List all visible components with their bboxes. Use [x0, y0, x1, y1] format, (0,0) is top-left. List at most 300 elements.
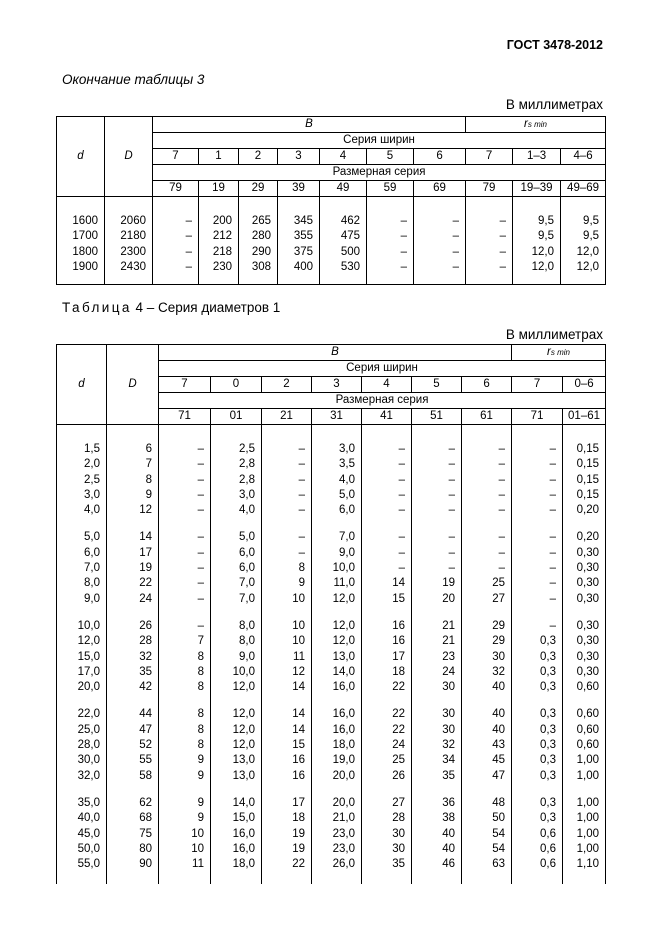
table-cell-value: 55,0 [77, 858, 100, 871]
table-cell-value: 0,15 [576, 458, 600, 471]
table-cell-value: 35 [139, 665, 152, 678]
table-cell-value: 0,30 [576, 577, 600, 590]
table-cell-value: 6,0 [239, 546, 255, 559]
table-cell-value: 0,3 [540, 739, 557, 752]
table-cell-value: 0,15 [576, 488, 600, 501]
table-cell-value: 3,0 [84, 488, 100, 501]
table-cell-value: 4,0 [239, 504, 255, 517]
table3-width-series-cell: 4 [320, 149, 367, 165]
table-cell-value: 308 [251, 260, 271, 273]
table-cell-value: 9 [145, 488, 152, 501]
table-cell-value: 44 [139, 708, 152, 721]
table-cell-value: – [499, 260, 507, 273]
table-cell-value: – [448, 458, 455, 471]
table3-width-series-cell: 3 [278, 149, 320, 165]
table-cell-value: 40,0 [77, 812, 100, 825]
table-cell-value: 3,0 [339, 443, 355, 455]
table4-data-column [211, 425, 262, 521]
table-cell-value: 8,0 [239, 619, 255, 632]
table4-data-column [362, 425, 412, 521]
table-cell-value: 1,00 [576, 827, 600, 840]
table4-data-column [57, 609, 107, 697]
table4-dim-series-cell: 61 [462, 409, 512, 425]
table-cell-value: 10,0 [77, 619, 100, 632]
table3-data-column [320, 197, 367, 285]
table-cell-value: 7 [145, 458, 152, 471]
table-cell-value: 375 [293, 245, 313, 258]
table-cell-value: 355 [293, 230, 313, 243]
table-cell-value: 6,0 [339, 504, 355, 517]
table-cell-value: 290 [251, 245, 271, 258]
table3-width-series-cell: 7 [153, 149, 199, 165]
table-cell-value: 17 [139, 546, 152, 559]
table-cell-value: 212 [212, 230, 232, 243]
table4-dim-series-cell: 21 [262, 409, 312, 425]
table4-data-column [262, 697, 312, 785]
table-cell-value: 12 [292, 665, 305, 678]
table-cell-value: – [197, 546, 204, 559]
table-cell-value: – [298, 473, 305, 486]
table3-dim-series-label: Размерная серия [153, 165, 606, 181]
table4-data-column [412, 786, 462, 884]
table-cell-value: – [398, 546, 405, 559]
table4-data-column [262, 609, 312, 697]
table-cell-value: 19,0 [332, 754, 355, 767]
table-cell-value: 0,20 [576, 504, 600, 517]
table-cell-value: 10 [191, 842, 204, 855]
table4-data-column [512, 520, 563, 608]
table-cell-value: – [448, 546, 455, 559]
table-cell-value: 40 [492, 723, 506, 736]
table-cell-value: – [452, 230, 460, 243]
table3-data-column [239, 197, 278, 285]
table-cell-value: 0,3 [540, 665, 557, 678]
table-cell-value: – [549, 473, 557, 486]
table-cell-value: 21 [442, 619, 455, 632]
table-cell-value: – [398, 443, 405, 455]
table-cell-value: 218 [212, 245, 232, 258]
table-cell-value: 10 [292, 619, 305, 632]
table4-width-series-cell: 7 [159, 377, 211, 393]
table-cell-value: 68 [139, 812, 152, 825]
table-cell-value: 8 [145, 473, 152, 486]
table4-data-column [512, 609, 563, 697]
table4-units: В миллиметрах [505, 327, 603, 342]
table-cell-value: 13,0 [232, 769, 255, 782]
table-cell-value: 15,0 [232, 812, 255, 825]
table-cell-value: 0,30 [576, 546, 600, 559]
table-cell-value: 5,0 [339, 488, 355, 501]
table4-data-column [159, 697, 211, 785]
table-cell-value: 12 [139, 504, 152, 517]
table-cell-value: 21 [442, 635, 455, 648]
table4-width-series-cell: 7 [512, 377, 563, 393]
table-cell-value: 22 [392, 708, 405, 721]
table3-data-column [153, 197, 199, 285]
table-cell-value: – [498, 504, 506, 517]
table-cell-value: 16 [392, 619, 405, 632]
table-cell-value: 62 [139, 796, 152, 809]
table-cell-value: – [448, 562, 455, 575]
table-cell-value: 80 [139, 842, 152, 855]
table3-head-D: D [105, 117, 153, 197]
table-cell-value: – [452, 245, 460, 258]
table-cell-value: 12,0 [576, 245, 600, 258]
table-cell-value: – [452, 260, 460, 273]
table3-width-series-cell: 6 [414, 149, 466, 165]
table-cell-value: 230 [212, 260, 232, 273]
table-cell-value: 9,0 [84, 592, 100, 605]
table4-width-series-cell: 0 [211, 377, 262, 393]
table-cell-value: 16 [292, 754, 305, 767]
table-cell-value: – [298, 488, 305, 501]
table-cell-value: – [185, 260, 192, 273]
table3-data-column [513, 197, 561, 285]
table3-dim-series-cell: 19 [199, 181, 239, 197]
table-cell-value: 18 [392, 665, 405, 678]
table-cell-value: 29 [492, 619, 506, 632]
table-cell-value: 11 [293, 650, 305, 663]
table-cell-value: – [549, 592, 557, 605]
table4-data-column [412, 609, 462, 697]
table-cell-value: 15 [292, 739, 305, 752]
table-cell-value: 16,0 [332, 723, 355, 736]
table-cell-value: 23,0 [332, 842, 355, 855]
table4-data-column [107, 520, 159, 608]
table-cell-value: – [298, 531, 305, 544]
table4-width-series-cell: 6 [462, 377, 512, 393]
table-cell-value: 9 [298, 577, 305, 590]
table4-data-column [563, 425, 606, 521]
table-cell-value: 0,60 [576, 681, 600, 694]
table3-width-series-cell: 5 [367, 149, 414, 165]
table-cell-value: 9,5 [538, 230, 555, 243]
table4-head-B: B [159, 345, 512, 361]
table-cell-value: – [185, 245, 192, 258]
table-cell-value: 200 [212, 215, 232, 227]
table-cell-value: 23 [442, 650, 455, 663]
table4-data-column [362, 697, 412, 785]
table3-width-series-cell: 2 [239, 149, 278, 165]
table4-head-rs: rs min [512, 345, 606, 361]
table3-dim-series-cell: 49–69 [561, 181, 606, 197]
document-standard-number: ГОСТ 3478-2012 [506, 38, 603, 52]
table4-width-series-cell: 4 [362, 377, 412, 393]
table-cell-value: 0,3 [540, 681, 557, 694]
table-cell-value: 2300 [120, 245, 146, 258]
table-cell-value: 3,0 [239, 488, 255, 501]
table3-dim-series-cell: 29 [239, 181, 278, 197]
table-cell-value: 15,0 [77, 650, 100, 663]
table-cell-value: 14,0 [232, 796, 255, 809]
table-cell-value: 26 [139, 619, 152, 632]
table-cell-value: 0,3 [540, 769, 557, 782]
table-cell-value: 32 [492, 665, 506, 678]
table-cell-value: 22 [292, 858, 305, 871]
table4-data-column [57, 520, 107, 608]
table-cell-value: 9 [197, 754, 204, 767]
table-cell-value: 9,5 [583, 230, 600, 243]
table-cell-value: – [197, 531, 204, 544]
table-cell-value: 0,3 [540, 708, 557, 721]
table-cell-value: 12,0 [332, 635, 355, 648]
table-cell-value: 2060 [120, 215, 146, 227]
table-cell-value: 8 [298, 562, 305, 575]
table-cell-value: 22 [139, 577, 152, 590]
table-cell-value: 1,00 [576, 812, 600, 825]
table4-width-series-label: Серия ширин [159, 361, 606, 377]
table-cell-value: 54 [492, 827, 506, 840]
table-cell-value: 16 [392, 635, 405, 648]
table-cell-value: 0,60 [576, 739, 600, 752]
table-cell-value: 17 [392, 650, 405, 663]
table-cell-value: 8 [197, 665, 204, 678]
table-cell-value: – [448, 473, 455, 486]
table-cell-value: 25 [492, 577, 506, 590]
table-cell-value: 16,0 [332, 708, 355, 721]
table-cell-value: 12,0 [232, 739, 255, 752]
table-cell-value: – [398, 562, 405, 575]
table-cell-value: 32 [442, 739, 455, 752]
table-cell-value: 5,0 [84, 531, 100, 544]
table-cell-value: 35,0 [77, 796, 100, 809]
table-cell-value: 10,0 [232, 665, 255, 678]
table4-data-column [159, 425, 211, 521]
table-cell-value: – [197, 443, 204, 455]
table4-data-column [107, 425, 159, 521]
table-cell-value: 10 [292, 592, 305, 605]
table-cell-value: – [498, 546, 506, 559]
table-cell-value: – [549, 577, 557, 590]
table-cell-value: 14 [139, 531, 152, 544]
table-cell-value: – [185, 230, 192, 243]
table4-data-column [159, 520, 211, 608]
table3-data-column [561, 197, 606, 285]
table-cell-value: 9 [197, 769, 204, 782]
table3-width-series-cell: 4–6 [561, 149, 606, 165]
table-cell-value: 50 [492, 812, 506, 825]
table4-data-column [462, 697, 512, 785]
table4-data-column [512, 425, 563, 521]
table-cell-value: – [549, 488, 557, 501]
table-cell-value: 0,3 [540, 812, 557, 825]
table-cell-value: 27 [492, 592, 506, 605]
table-cell-value: 30 [492, 650, 506, 663]
table-cell-value: 19 [442, 577, 455, 590]
table4-data-column [57, 786, 107, 884]
table4-data-column [563, 520, 606, 608]
table-cell-value: 6,0 [84, 546, 100, 559]
table4-data-column [159, 786, 211, 884]
table4-dim-series-cell: 31 [312, 409, 362, 425]
table-cell-value: 0,15 [576, 443, 600, 455]
table-cell-value: – [298, 443, 305, 455]
table-cell-value: 12,0 [576, 260, 600, 273]
table-cell-value: 55 [139, 754, 152, 767]
table-cell-value: – [549, 619, 557, 632]
table4-data-column [211, 609, 262, 697]
table-cell-value: 58 [139, 769, 152, 782]
table-cell-value: – [499, 245, 507, 258]
table-cell-value: 10 [191, 827, 204, 840]
table4-dim-series-cell: 01 [211, 409, 262, 425]
table3-dim-series-cell: 19–39 [513, 181, 561, 197]
table-cell-value: 25,0 [77, 723, 100, 736]
table-cell-value: – [498, 443, 506, 455]
table-cell-value: 0,3 [540, 754, 557, 767]
table-cell-value: 20,0 [332, 769, 355, 782]
table4-dim-series-cell: 41 [362, 409, 412, 425]
table-cell-value: 30 [442, 708, 455, 721]
table-cell-value: – [197, 577, 204, 590]
table4-width-series-cell: 3 [312, 377, 362, 393]
table4-caption: Таблица 4 – Серия диаметров 1 [62, 300, 281, 315]
table-cell-value: 0,30 [576, 665, 600, 678]
table-cell-value: – [498, 562, 506, 575]
table-cell-value: 0,3 [540, 650, 557, 663]
table-cell-value: 38 [442, 812, 455, 825]
table-cell-value: – [197, 592, 204, 605]
table-cell-value: – [197, 458, 204, 471]
table-cell-value: 20,0 [332, 796, 355, 809]
table3 [56, 116, 606, 285]
table-cell-value: – [498, 458, 506, 471]
table4-data-column [262, 786, 312, 884]
table-cell-value: 12,0 [531, 260, 555, 273]
table-cell-value: 18,0 [332, 739, 355, 752]
table-cell-value: – [400, 215, 407, 227]
table-cell-value: 22,0 [77, 708, 100, 721]
table-cell-value: 7,0 [239, 592, 255, 605]
table-cell-value: 2,0 [84, 458, 100, 471]
table3-head-B: B [153, 117, 466, 133]
table-cell-value: 1700 [72, 230, 98, 243]
table-cell-value: 1,00 [576, 769, 600, 782]
table3-dim-series-cell: 39 [278, 181, 320, 197]
table4-row-group [57, 786, 606, 884]
table4-data-column [312, 425, 362, 521]
table-cell-value: 18 [292, 812, 305, 825]
table4-width-series-cell: 5 [412, 377, 462, 393]
table-cell-value: 1,00 [576, 754, 600, 767]
table-cell-value: – [185, 215, 192, 227]
table-cell-value: – [549, 504, 557, 517]
table4-data-column [362, 520, 412, 608]
table-cell-value: – [499, 230, 507, 243]
table4-data-column [563, 786, 606, 884]
table4-data-column [512, 697, 563, 785]
table3-dim-series-cell: 59 [367, 181, 414, 197]
table-cell-value: 0,60 [576, 708, 600, 721]
table4-width-series-cell: 0–6 [563, 377, 606, 393]
table-cell-value: 28 [392, 812, 405, 825]
table-cell-value: 7,0 [339, 531, 355, 544]
table-cell-value: 11 [192, 858, 204, 871]
table-cell-value: – [448, 488, 455, 501]
table-cell-value: 8 [197, 681, 204, 694]
table3-width-series-label: Серия ширин [153, 133, 606, 149]
table-cell-value: – [549, 458, 557, 471]
table-cell-value: – [549, 546, 557, 559]
table-cell-value: 265 [251, 215, 271, 227]
table-cell-value: – [197, 504, 204, 517]
table4-row-group [57, 697, 606, 785]
table-cell-value: 1900 [72, 260, 98, 273]
table-cell-value: 19 [292, 827, 305, 840]
table-cell-value: 9,5 [538, 215, 555, 227]
table-cell-value: 27 [392, 796, 405, 809]
table-cell-value: 6,0 [239, 562, 255, 575]
table-cell-value: 48 [492, 796, 506, 809]
table3-data-column [278, 197, 320, 285]
table-cell-value: – [448, 531, 455, 544]
table4-data-column [312, 609, 362, 697]
table-cell-value: – [400, 230, 407, 243]
table3-data-column [105, 197, 153, 285]
table-cell-value: 29 [492, 635, 506, 648]
table-cell-value: 40 [492, 708, 506, 721]
table-cell-value: 9,5 [583, 215, 600, 227]
table3-head-rs: rs min [466, 117, 606, 133]
table-cell-value: 18,0 [232, 858, 255, 871]
table3-width-series-cell: 1–3 [513, 149, 561, 165]
table4-dim-series-cell: 01–61 [563, 409, 606, 425]
table-cell-value: 14 [292, 681, 305, 694]
table-cell-value: – [400, 245, 407, 258]
table3-width-series-cell: 7 [466, 149, 513, 165]
table-cell-value: 14 [292, 708, 305, 721]
table-cell-value: 0,6 [540, 858, 557, 871]
table-cell-value: 16,0 [332, 681, 355, 694]
table3-head-d: d [57, 117, 105, 197]
table-cell-value: 462 [340, 215, 360, 227]
table-cell-value: 12,0 [232, 708, 255, 721]
table4-data-column [211, 520, 262, 608]
table4-data-column [312, 697, 362, 785]
table-cell-value: 2,5 [239, 443, 255, 455]
table-cell-value: 9,0 [239, 650, 255, 663]
table4-dim-series-cell: 71 [512, 409, 563, 425]
table-cell-value: – [398, 458, 405, 471]
table-cell-value: – [549, 562, 557, 575]
table-cell-value: 24 [392, 739, 405, 752]
table-cell-value: – [398, 488, 405, 501]
table-cell-value: 4,0 [339, 473, 355, 486]
table-cell-value: 0,20 [576, 531, 600, 544]
table4-data-column [262, 425, 312, 521]
table-cell-value: 35 [392, 858, 405, 871]
table4-dim-series-label: Размерная серия [159, 393, 606, 409]
table-cell-value: 1,00 [576, 796, 600, 809]
table-cell-value: 24 [442, 665, 455, 678]
table-cell-value: 25 [392, 754, 405, 767]
table-cell-value: 36 [442, 796, 455, 809]
table-cell-value: 3,5 [339, 458, 355, 471]
table-cell-value: 46 [442, 858, 455, 871]
table-cell-value: 8,0 [239, 635, 255, 648]
table-cell-value: – [197, 473, 204, 486]
table-cell-value: 20 [442, 592, 455, 605]
table-cell-value: 45,0 [77, 827, 100, 840]
table-cell-value: 0,3 [540, 723, 557, 736]
table4-data-column [57, 425, 107, 521]
table-cell-value: 9 [197, 796, 204, 809]
table-cell-value: 0,3 [540, 796, 557, 809]
table-cell-value: 30 [392, 842, 405, 855]
table-cell-value: 0,30 [576, 562, 600, 575]
table-cell-value: 16,0 [232, 827, 255, 840]
table4-head-D: D [107, 345, 159, 425]
